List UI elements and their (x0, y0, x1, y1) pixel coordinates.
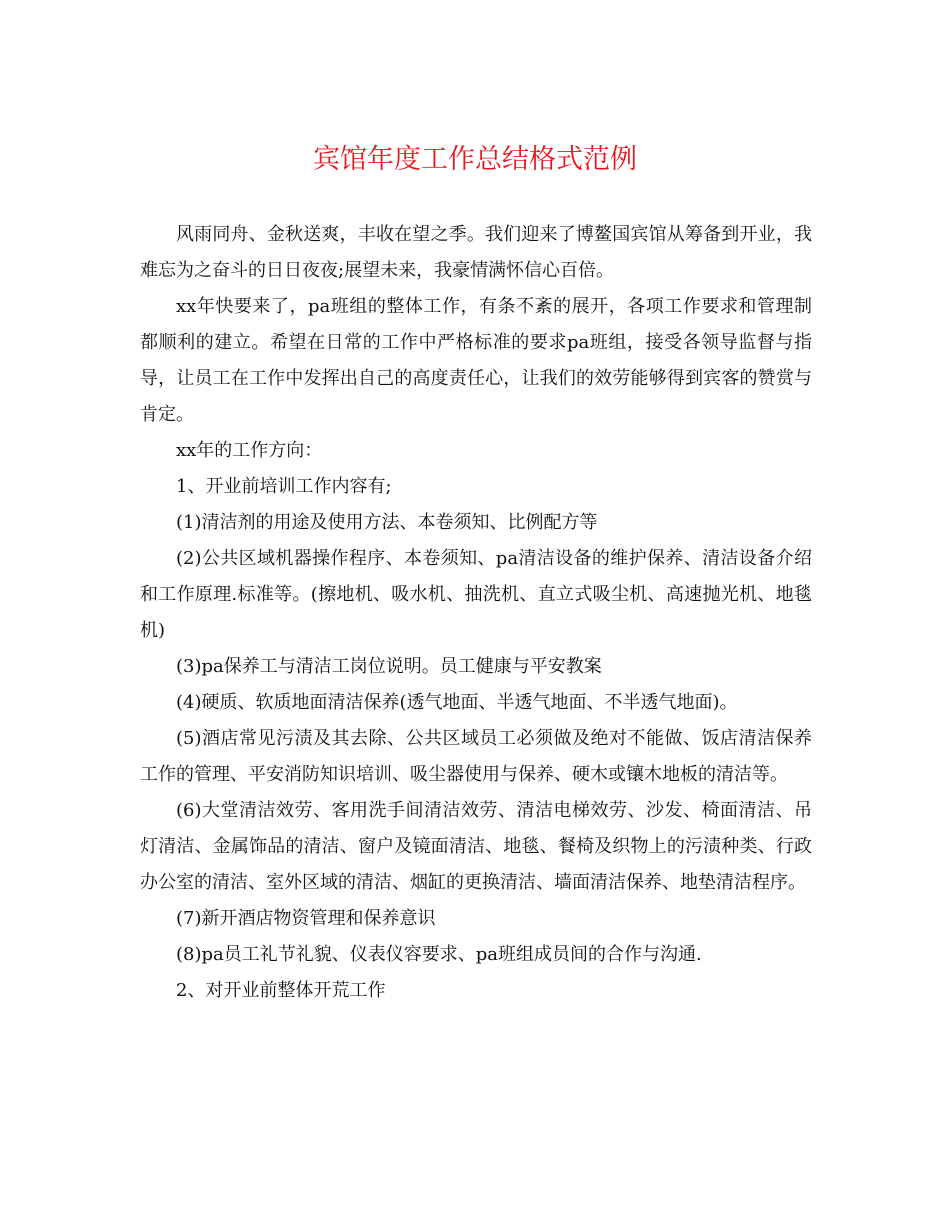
paragraph-item-3: (3)pa保养工与清洁工岗位说明。员工健康与平安教案 (176, 656, 602, 677)
paragraph-item-7: (7)新开酒店物资管理和保养意识 (176, 908, 436, 929)
paragraph-item-5: (5)酒店常见污渍及其去除、公共区域员工必须做及绝对不能做、饭店清洁保养工作的管理、平安消防知识培训、吸尘器使用与保养、硬木或镶木地板的清洁等。 (140, 728, 812, 785)
paragraph-item-8: (8)pa员工礼节礼貌、仪表仪容要求、pa班组成员间的合作与沟通. (176, 944, 702, 965)
document-body (140, 217, 812, 1009)
paragraph-section-2: 2、对开业前整体开荒工作 (176, 980, 386, 1001)
paragraph-item-4: (4)硬质、软质地面清洁保养(透气地面、半透气地面、不半透气地面)。 (176, 692, 738, 713)
paragraph-item-1: (1)清洁剂的用途及使用方法、本卷须知、比例配方等 (176, 512, 598, 533)
paragraph-item-6: (6)大堂清洁效劳、客用洗手间清洁效劳、清洁电梯效劳、沙发、椅面清洁、吊灯清洁、金属饰品的清洁、窗户及镜面清洁、地毯、餐椅及织物上的污渍种类、行政办公室的清洁、室外区域的清洁、烟缸的更换清洁、墙面清洁保养、地垫清洁程序。 (140, 800, 812, 893)
document-title: 宾馆年度工作总结格式范例 (313, 144, 637, 175)
paragraph-intro: 风雨同舟、金秋送爽，丰收在望之季。我们迎来了博鳌国宾馆从筹备到开业，我难忘为之奋斗的日日夜夜;展望未来，我豪情满怀信心百倍。 (140, 224, 812, 281)
paragraph-section-1: 1、开业前培训工作内容有; (176, 476, 392, 497)
paragraph-pa-team: xx年快要来了，pa班组的整体工作，有条不紊的展开，各项工作要求和管理制都顺利的建立。希望在日常的工作中严格标准的要求pa班组，接受各领导监督与指导，让员工在工作中发挥出自己的高度责任心，让我们的效劳能够得到宾客的赞赏与肯定。 (140, 296, 812, 425)
paragraph-item-2: (2)公共区域机器操作程序、本卷须知、pa清洁设备的维护保养、清洁设备介绍和工作原理.标准等。(擦地机、吸水机、抽洗机、直立式吸尘机、高速抛光机、地毯机) (140, 548, 812, 641)
paragraph-work-direction: xx年的工作方向： (176, 440, 323, 461)
